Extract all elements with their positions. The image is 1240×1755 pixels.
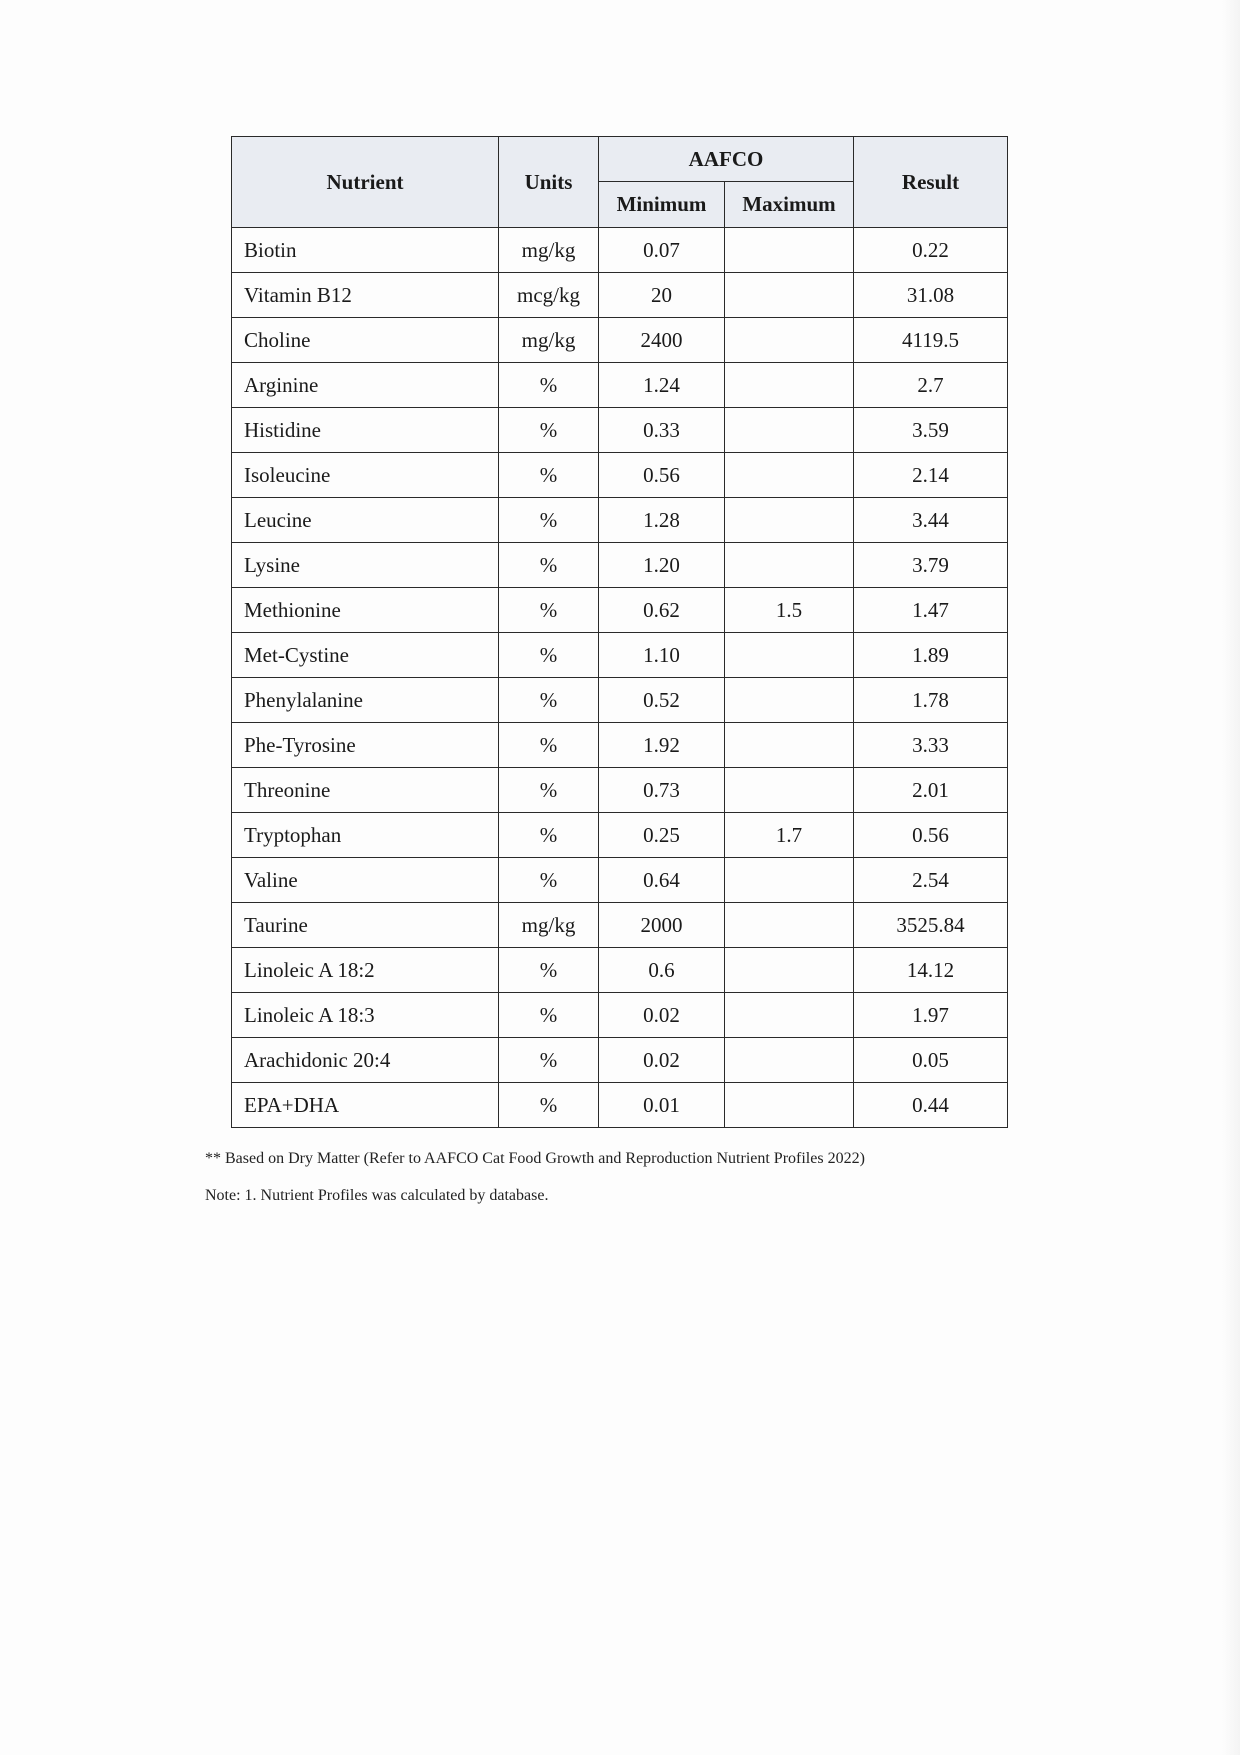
cell-minimum: 0.6	[599, 948, 725, 993]
table-row	[232, 543, 1008, 588]
header-aafco: AAFCO	[599, 137, 854, 182]
cell-nutrient: Threonine	[232, 768, 499, 813]
cell-maximum	[725, 273, 854, 318]
cell-units: %	[499, 678, 599, 723]
table-row	[232, 993, 1008, 1038]
cell-nutrient: Valine	[232, 858, 499, 903]
cell-units: %	[499, 1083, 599, 1128]
cell-nutrient: Lysine	[232, 543, 499, 588]
table-row	[232, 228, 1008, 273]
header-nutrient: Nutrient	[232, 137, 499, 228]
table-row	[232, 903, 1008, 948]
cell-maximum: 1.7	[725, 813, 854, 858]
table-row	[232, 948, 1008, 993]
table-row	[232, 588, 1008, 633]
table-row	[232, 453, 1008, 498]
cell-minimum: 2000	[599, 903, 725, 948]
cell-units: %	[499, 453, 599, 498]
cell-maximum	[725, 723, 854, 768]
table-row	[232, 273, 1008, 318]
cell-result: 0.22	[854, 228, 1008, 273]
cell-nutrient: Phe-Tyrosine	[232, 723, 499, 768]
cell-minimum: 0.52	[599, 678, 725, 723]
cell-units: mg/kg	[499, 903, 599, 948]
cell-nutrient: Linoleic A 18:2	[232, 948, 499, 993]
table-row	[232, 768, 1008, 813]
cell-nutrient: Met-Cystine	[232, 633, 499, 678]
cell-units: %	[499, 768, 599, 813]
table-row	[232, 408, 1008, 453]
cell-maximum	[725, 993, 854, 1038]
cell-result: 0.05	[854, 1038, 1008, 1083]
cell-maximum	[725, 903, 854, 948]
table-row	[232, 1083, 1008, 1128]
table-row	[232, 633, 1008, 678]
cell-result: 2.7	[854, 363, 1008, 408]
cell-maximum	[725, 408, 854, 453]
cell-result: 2.01	[854, 768, 1008, 813]
cell-maximum	[725, 768, 854, 813]
cell-nutrient: Vitamin B12	[232, 273, 499, 318]
table-row	[232, 858, 1008, 903]
cell-minimum: 0.73	[599, 768, 725, 813]
cell-maximum	[725, 1083, 854, 1128]
cell-result: 1.89	[854, 633, 1008, 678]
cell-result: 14.12	[854, 948, 1008, 993]
cell-nutrient: EPA+DHA	[232, 1083, 499, 1128]
footnote: ** Based on Dry Matter (Refer to AAFCO Cat Food Growth and Reproduction Nutrient Profiles 2022)	[205, 1150, 865, 1167]
cell-nutrient: Linoleic A 18:3	[232, 993, 499, 1038]
cell-minimum: 20	[599, 273, 725, 318]
table-row	[232, 678, 1008, 723]
cell-maximum	[725, 858, 854, 903]
cell-maximum	[725, 318, 854, 363]
cell-result: 31.08	[854, 273, 1008, 318]
cell-units: %	[499, 363, 599, 408]
cell-minimum: 0.25	[599, 813, 725, 858]
cell-maximum	[725, 633, 854, 678]
cell-nutrient: Histidine	[232, 408, 499, 453]
cell-maximum	[725, 498, 854, 543]
header-units: Units	[499, 137, 599, 228]
cell-units: mcg/kg	[499, 273, 599, 318]
cell-minimum: 0.07	[599, 228, 725, 273]
cell-minimum: 0.62	[599, 588, 725, 633]
cell-result: 1.97	[854, 993, 1008, 1038]
cell-units: mg/kg	[499, 318, 599, 363]
cell-maximum	[725, 363, 854, 408]
cell-result: 1.78	[854, 678, 1008, 723]
cell-result: 1.47	[854, 588, 1008, 633]
cell-minimum: 0.02	[599, 993, 725, 1038]
header-minimum: Minimum	[599, 182, 725, 228]
cell-maximum	[725, 678, 854, 723]
cell-units: %	[499, 543, 599, 588]
cell-nutrient: Biotin	[232, 228, 499, 273]
cell-minimum: 0.64	[599, 858, 725, 903]
cell-nutrient: Arginine	[232, 363, 499, 408]
cell-units: %	[499, 498, 599, 543]
nutrient-table	[231, 136, 1008, 1128]
cell-minimum: 0.56	[599, 453, 725, 498]
cell-nutrient: Choline	[232, 318, 499, 363]
cell-nutrient: Leucine	[232, 498, 499, 543]
cell-minimum: 2400	[599, 318, 725, 363]
table-row	[232, 813, 1008, 858]
cell-maximum	[725, 543, 854, 588]
table-row	[232, 498, 1008, 543]
cell-result: 3.79	[854, 543, 1008, 588]
cell-result: 3.59	[854, 408, 1008, 453]
cell-result: 0.56	[854, 813, 1008, 858]
cell-nutrient: Taurine	[232, 903, 499, 948]
cell-nutrient: Methionine	[232, 588, 499, 633]
table-header	[232, 137, 1008, 228]
cell-maximum	[725, 1038, 854, 1083]
cell-nutrient: Tryptophan	[232, 813, 499, 858]
cell-units: %	[499, 813, 599, 858]
cell-maximum	[725, 228, 854, 273]
table-row	[232, 318, 1008, 363]
cell-minimum: 1.92	[599, 723, 725, 768]
cell-result: 3.33	[854, 723, 1008, 768]
table-row	[232, 723, 1008, 768]
header-maximum: Maximum	[725, 182, 854, 228]
cell-result: 4119.5	[854, 318, 1008, 363]
page-edge-shadow	[1222, 0, 1240, 1755]
cell-units: %	[499, 993, 599, 1038]
cell-units: %	[499, 408, 599, 453]
cell-units: %	[499, 1038, 599, 1083]
cell-minimum: 0.02	[599, 1038, 725, 1083]
cell-maximum	[725, 453, 854, 498]
note: Note: 1. Nutrient Profiles was calculated by database.	[205, 1187, 549, 1204]
cell-units: mg/kg	[499, 228, 599, 273]
cell-units: %	[499, 588, 599, 633]
cell-result: 2.14	[854, 453, 1008, 498]
cell-units: %	[499, 858, 599, 903]
cell-minimum: 0.33	[599, 408, 725, 453]
cell-units: %	[499, 633, 599, 678]
cell-minimum: 1.24	[599, 363, 725, 408]
cell-minimum: 1.10	[599, 633, 725, 678]
cell-result: 3.44	[854, 498, 1008, 543]
cell-nutrient: Isoleucine	[232, 453, 499, 498]
table-row	[232, 363, 1008, 408]
table-row	[232, 1038, 1008, 1083]
cell-minimum: 1.20	[599, 543, 725, 588]
cell-result: 0.44	[854, 1083, 1008, 1128]
cell-minimum: 0.01	[599, 1083, 725, 1128]
cell-minimum: 1.28	[599, 498, 725, 543]
cell-nutrient: Phenylalanine	[232, 678, 499, 723]
cell-maximum	[725, 948, 854, 993]
cell-result: 2.54	[854, 858, 1008, 903]
table-body	[232, 228, 1008, 1128]
cell-nutrient: Arachidonic 20:4	[232, 1038, 499, 1083]
cell-maximum: 1.5	[725, 588, 854, 633]
cell-units: %	[499, 723, 599, 768]
header-result: Result	[854, 137, 1008, 228]
cell-result: 3525.84	[854, 903, 1008, 948]
cell-units: %	[499, 948, 599, 993]
